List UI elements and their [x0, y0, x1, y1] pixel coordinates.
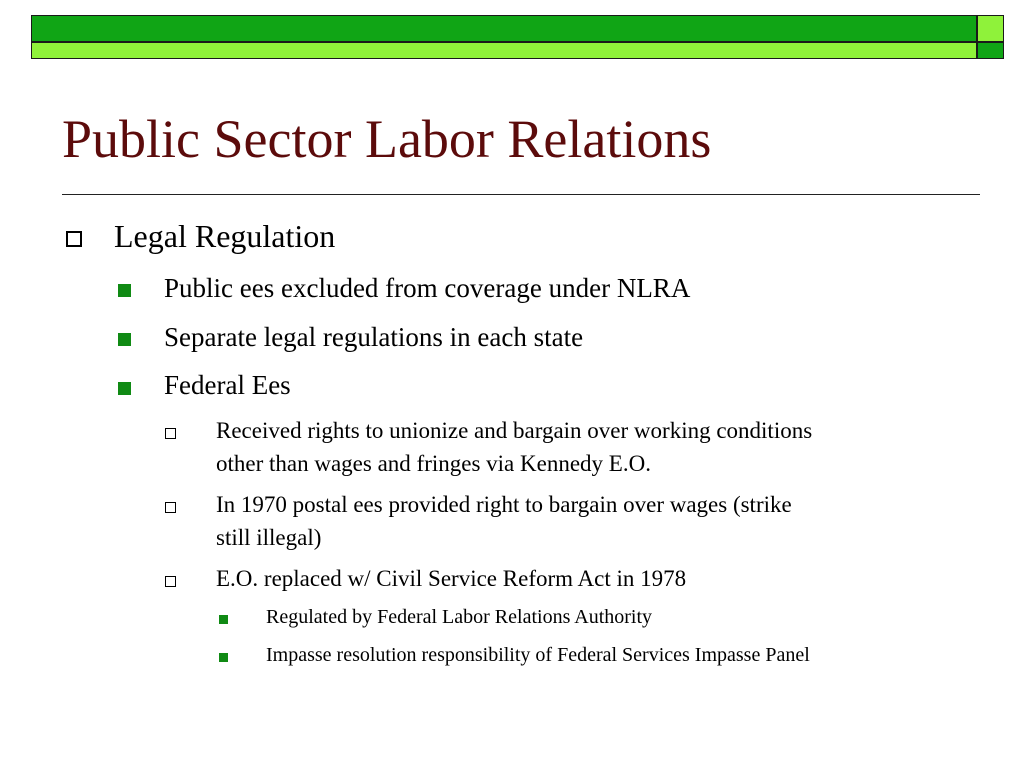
header-bar-dark [31, 15, 977, 42]
title-divider [62, 194, 980, 195]
hollow-square-bullet-icon [165, 428, 176, 439]
bullet-eo-replaced: E.O. replaced w/ Civil Service Reform Act in 1978 [216, 566, 687, 591]
hollow-square-bullet-icon [66, 231, 82, 247]
bullet-postal-ees-line1: In 1970 postal ees provided right to bargain over wages (strike [216, 492, 792, 517]
corner-square-light [977, 15, 1004, 42]
bullet-public-ees-excluded: Public ees excluded from coverage under NLRA [164, 273, 691, 303]
filled-square-bullet-icon [118, 284, 131, 297]
bullet-received-rights-line1: Received rights to unionize and bargain over working conditions [216, 418, 813, 443]
header-bar-light [31, 42, 977, 59]
bullet-separate-legal-regulations: Separate legal regulations in each state [164, 322, 584, 352]
bullet-postal-ees-line2: still illegal) [216, 525, 322, 550]
filled-square-bullet-icon [118, 382, 131, 395]
bullet-received-rights-line2: other than wages and fringes via Kennedy E.O. [216, 451, 651, 476]
bullet-legal-regulation: Legal Regulation [114, 218, 336, 254]
filled-square-bullet-icon [219, 615, 228, 624]
bullet-federal-ees: Federal Ees [164, 370, 291, 400]
corner-square-dark [977, 42, 1004, 59]
hollow-square-bullet-icon [165, 576, 176, 587]
hollow-square-bullet-icon [165, 502, 176, 513]
slide-title: Public Sector Labor Relations [62, 109, 712, 169]
bullet-regulated-by-flra: Regulated by Federal Labor Relations Authority [266, 606, 653, 628]
filled-square-bullet-icon [219, 653, 228, 662]
bullet-impasse-resolution: Impasse resolution responsibility of Federal Services Impasse Panel [266, 644, 810, 666]
filled-square-bullet-icon [118, 333, 131, 346]
